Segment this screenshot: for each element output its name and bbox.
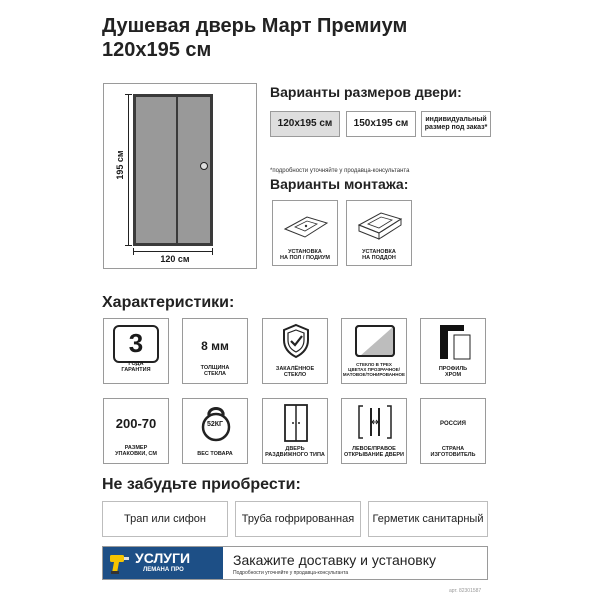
sliding-door-icon (283, 403, 309, 443)
product-corrugated-pipe[interactable]: Труба гофрированная (235, 501, 361, 537)
banner-cta: Закажите доставку и установку (233, 552, 437, 568)
left-right-icon (355, 404, 395, 440)
height-dimension-line (128, 94, 129, 246)
spec-package-size: 200-70 РАЗМЕР УПАКОВКИ, СМ (103, 398, 169, 464)
mount-option-tray[interactable]: УСТАНОВКА НА ПОДДОН (346, 200, 412, 266)
spec-tempered-glass: ЗАКАЛЁННОЕ СТЕКЛО (262, 318, 328, 384)
height-label: 195 см (115, 150, 125, 180)
width-label: 120 см (160, 254, 190, 264)
product-drain[interactable]: Трап или сифон (102, 501, 228, 537)
spec-warranty: 3 ГОДА ГАРАНТИЯ (103, 318, 169, 384)
shower-tray-icon (355, 207, 405, 245)
door-split-line (176, 95, 178, 245)
size-option-custom[interactable]: индивидуальный размер под заказ* (421, 111, 491, 137)
size-option-120x195[interactable]: 120x195 см (270, 111, 340, 137)
mounting-heading: Варианты монтажа: (270, 176, 409, 192)
mount-option-floor[interactable]: УСТАНОВКА НА ПОЛ / ПОДИУМ (272, 200, 338, 266)
door-panel (133, 94, 213, 246)
floor-tray-icon (281, 207, 331, 245)
services-banner[interactable] (102, 546, 488, 580)
spec-glass-thickness: 8 мм ТОЛЩИНА СТЕКЛА (182, 318, 248, 384)
specs-heading: Характеристики: (102, 294, 235, 311)
page-title: Душевая дверь Март Премиум 120x195 см (102, 15, 408, 61)
size-option-150x195[interactable]: 150x195 см (346, 111, 416, 137)
spec-country: РОССИЯ СТРАНА ИЗГОТОВИТЕЛЬ (420, 398, 486, 464)
article-number: арт. 82301587 (449, 588, 482, 594)
size-note: *подробности уточняйте у продавца-консультанта (270, 168, 410, 174)
width-dimension-line (133, 251, 213, 252)
glass-icon (354, 324, 396, 358)
spec-left-right: ЛЕВОЕ/ПРАВОЕ ОТКРЫВАНИЕ ДВЕРИ (341, 398, 407, 464)
spec-glass-colors: СТЕКЛО В ТРЕХ ЦВЕТАХ ПРОЗРАЧНОЕ/ МАТОВОЕ/ТОНИРОВАННОЕ (341, 318, 407, 384)
profile-icon (434, 323, 474, 361)
product-sealant[interactable]: Герметик санитарный (368, 501, 488, 537)
spec-profile: ПРОФИЛЬ ХРОМ (420, 318, 486, 384)
shield-check-icon (281, 323, 311, 359)
door-handle-icon (200, 162, 208, 170)
services-badge: УСЛУГИ ЛЕМАНА ПРО (103, 547, 223, 579)
spec-sliding-door: ДВЕРЬ РАЗДВИЖНОГО ТИПА (262, 398, 328, 464)
spec-weight: 52КГ ВЕС ТОВАРА (182, 398, 248, 464)
products-heading: Не забудьте приобрести: (102, 476, 301, 493)
sizes-heading: Варианты размеров двери: (270, 84, 462, 100)
banner-note: Подробности уточняйте у продавца-консультанта (233, 570, 349, 576)
drill-icon (107, 551, 131, 575)
